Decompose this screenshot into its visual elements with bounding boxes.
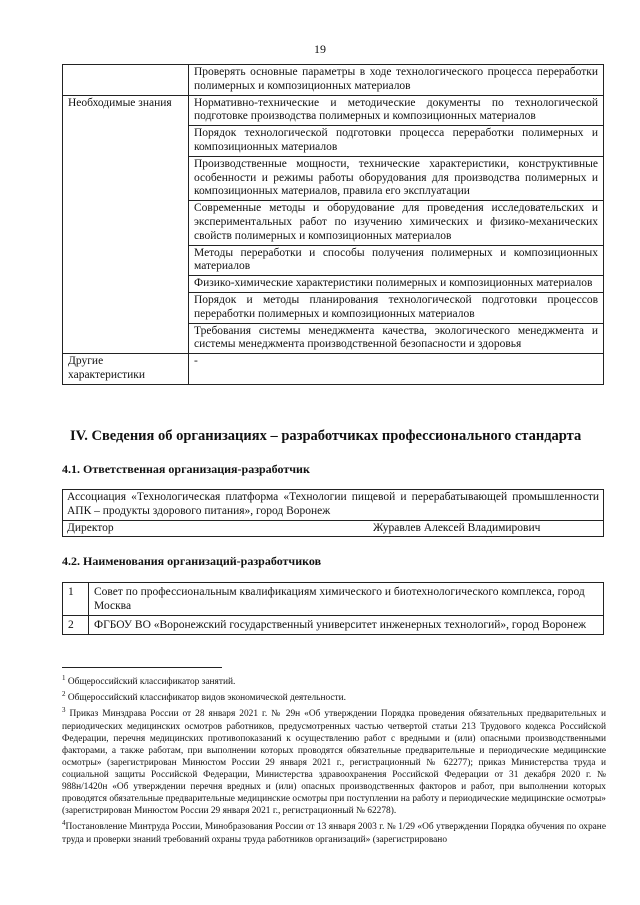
- table-cell: -: [189, 354, 604, 385]
- table-cell: Нормативно-технические и методические документы по технологической подготовке производства полимерных и композиционных материалов: [189, 95, 604, 126]
- footnote-text: Общероссийский классификатор занятий.: [65, 677, 236, 688]
- table-cell: Современные методы и оборудование для проведения исследовательских и экспериментальных работ по изучению химических и физико-механических свойств полимерных и композиционных материалов: [189, 201, 604, 245]
- subsection-heading: 4.2. Наименования организаций-разработчиков: [62, 554, 322, 568]
- table-row: [63, 520, 604, 537]
- footnote: [62, 817, 606, 845]
- footnote: [62, 704, 606, 817]
- table-row: [63, 490, 604, 521]
- table-cell: Физико-химические характеристики полимерных и композиционных материалов: [189, 276, 604, 293]
- responsible-org-table: [62, 489, 604, 537]
- table-cell: Методы переработки и способы получения полимерных и композиционных материалов: [189, 245, 604, 276]
- director-name: Журавлев Алексей Владимирович: [373, 521, 541, 534]
- table-row: [63, 583, 604, 616]
- director-label: Директор: [67, 521, 114, 534]
- table-cell: Проверять основные параметры в ходе технологического процесса переработки полимерных и композиционных материалов: [189, 65, 604, 96]
- table-row: [63, 65, 604, 96]
- footnote-text: Постановление Минтруда России, Минобразования России от 13 января 2003 г. № 1/29 «Об утверждении Порядка обучения по охране труда и проверки знаний требований охраны труда работников организаций» (зарегистрировано: [62, 822, 606, 845]
- director-cell: [63, 520, 604, 537]
- footnote: [62, 672, 606, 688]
- footnote-divider: [62, 667, 222, 668]
- developer-name: ФГБОУ ВО «Воронежский государственный университет инженерных технологий», город Воронеж: [89, 616, 604, 635]
- page-number: 19: [314, 42, 326, 56]
- table-row: [63, 354, 604, 385]
- table-cell: Порядок и методы планирования технологической подготовки процессов переработки полимерных и композиционных материалов: [189, 292, 604, 323]
- footnotes: [62, 672, 606, 846]
- org-name: Ассоциация «Технологическая платформа «Технологии пищевой и перерабатывающей промышленности АПК – продукты здорового питания», город Воронеж: [63, 490, 604, 521]
- row-number: 2: [63, 616, 89, 635]
- row-label: [63, 65, 189, 96]
- developer-name: Совет по профессиональным квалификациям химического и биотехнологического комплекса, город Москва: [89, 583, 604, 616]
- row-number: 1: [63, 583, 89, 616]
- skills-table: [62, 64, 604, 385]
- footnote-text: Приказ Минздрава России от 28 января 2021 г. № 29н «Об утверждении Порядка проведения обязательных предварительных и периодических медицинских осмотров работников, предусмотренных частью четвертой статьи 213 Трудового кодекса Российской Федерации, перечня медицинских противопоказаний к осуществлению работ с вредными и (или) опасными производственными факторами, а также работам, при выполнении которых проводятся обязательные предварительные и периодические медицинские осмотры» (зарегистрирован Минюстом России 29 января 2021 г., регистрационный № 62277); приказ Министерства труда и социальной защиты Российской Федерации, Министерства здравоохранения Российской Федерации от 31 декабря 2020 г. № 988н/1420н «Об утверждении перечня вредных и (или) опасных производственных факторов и работ, при выполнении которых проводятся обязательные предварительные медицинские осмотры при поступлении на работу и периодические медицинские осмотры» (зарегистрирован Минюстом России 29 января 2021 г., регистрационный № 62278).: [62, 709, 606, 817]
- section-heading: IV. Сведения об организациях – разработчиках профессионального стандарта: [70, 428, 582, 444]
- table-cell: Производственные мощности, технические характеристики, конструктивные особенности и режимы работы оборудования для производства полимерных и композиционных материалов, правила его эксплуатации: [189, 156, 604, 200]
- footnote-mark: 1: [62, 674, 66, 682]
- table-row: [63, 95, 604, 126]
- row-label: Необходимые знания: [63, 95, 189, 354]
- footnote: [62, 688, 606, 704]
- table-cell: Требования системы менеджмента качества, экологического менеджмента и системы менеджмента производственной безопасности и здоровья: [189, 323, 604, 354]
- table-row: [63, 616, 604, 635]
- footnote-mark: 2: [62, 690, 66, 699]
- table-cell: Порядок технологической подготовки процесса переработки полимерных и композиционных материалов: [189, 126, 604, 157]
- footnote-mark: 3: [62, 706, 66, 715]
- footnote-mark: 4: [62, 819, 66, 828]
- developers-table: [62, 582, 604, 635]
- row-label: Другие характеристики: [63, 354, 189, 385]
- footnote-text: Общероссийский классификатор видов экономической деятельности.: [65, 693, 347, 704]
- subsection-heading: 4.1. Ответственная организация-разработчик: [62, 462, 310, 476]
